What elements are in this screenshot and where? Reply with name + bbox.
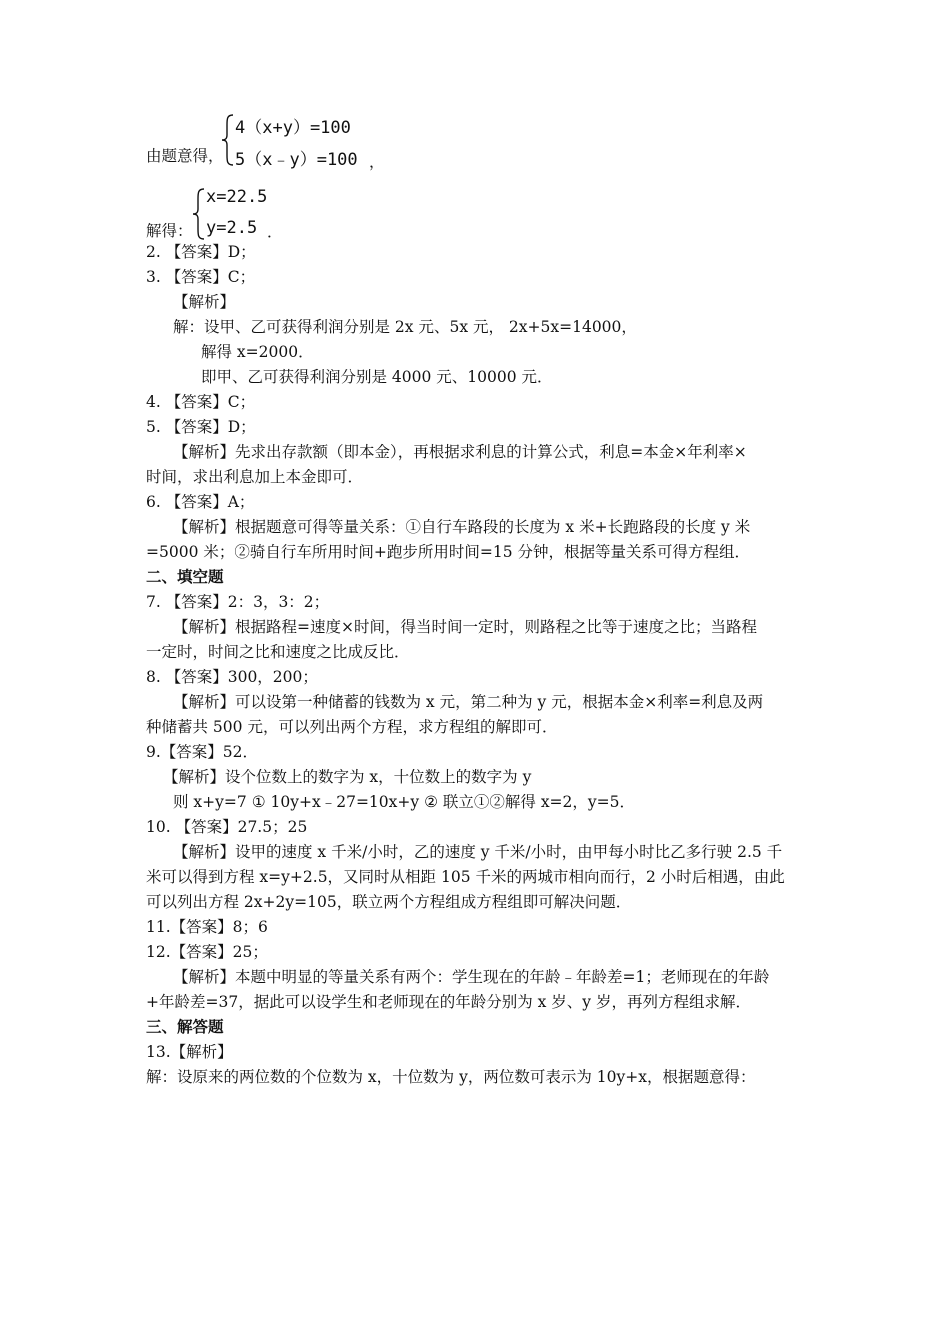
analysis-13-heading: 13.【解析】 — [146, 1043, 233, 1061]
answer-3: 3. 【答案】C； — [146, 268, 256, 286]
analysis-8-line-2: 种储蓄共 500 元，可以列出两个方程，求方程组的解即可． — [146, 718, 558, 736]
analysis-5-line-2: 时间，求出利息加上本金即可． — [146, 468, 364, 486]
answer-2: 2. 【答案】D； — [146, 243, 256, 261]
answer-7: 7. 【答案】2：3，3：2； — [146, 593, 330, 611]
analysis-3-heading: 【解析】 — [173, 293, 236, 311]
intro-label-2: 解得： — [146, 222, 193, 240]
analysis-10-line-2: 米可以得到方程 x=y+2.5，又同时从相距 105 千米的两城市相向而行，2 小时后相遇，由此 — [146, 868, 785, 886]
analysis-7-line-2: 一定时，时间之比和速度之比成反比． — [146, 643, 410, 661]
answer-6: 6. 【答案】A； — [146, 493, 255, 511]
analysis-3-line-2: 解得 x=2000． — [201, 343, 314, 361]
sys1-tail: ， — [369, 153, 385, 171]
section-fill-in-heading: 二、填空题 — [146, 567, 224, 586]
intro-label-1: 由题意得， — [146, 147, 224, 165]
answer-9: 9.【答案】52． — [146, 743, 259, 761]
equation-2b: y=2.5 — [206, 218, 258, 238]
equation-1a: 4（x+y）=100 — [235, 118, 351, 138]
answer-12: 12.【答案】25； — [146, 943, 268, 961]
equation-1b: 5（x﹣y）=100 — [235, 150, 358, 170]
left-brace-1 — [221, 113, 235, 171]
analysis-10-line-1: 【解析】设甲的速度 x 千米/小时，乙的速度 y 千米/小时，由甲每小时比乙多行驶 2.5 千 — [173, 843, 783, 861]
analysis-8-line-1: 【解析】可以设第一种储蓄的钱数为 x 元，第二种为 y 元，根据本金×利率=利息及两 — [173, 693, 764, 711]
analysis-9-line-2: 则 x+y=7 ① 10y+x﹣27=10x+y ② 联立①②解得 x=2，y=5． — [173, 793, 636, 811]
answer-4: 4. 【答案】C； — [146, 393, 256, 411]
answer-10: 10. 【答案】27.5；25 — [146, 818, 308, 836]
sys2-tail: ． — [267, 223, 283, 241]
answer-5: 5. 【答案】D； — [146, 418, 256, 436]
analysis-7-line-1: 【解析】根据路程=速度×时间，得当时间一定时，则路程之比等于速度之比；当路程 — [173, 618, 757, 636]
analysis-12-line-1: 【解析】本题中明显的等量关系有两个：学生现在的年龄﹣年龄差=1；老师现在的年龄 — [173, 968, 770, 986]
left-brace-2 — [192, 187, 206, 245]
analysis-6-line-1: 【解析】根据题意可得等量关系：①自行车路段的长度为 x 米+长跑路段的长度 y 米 — [173, 518, 751, 536]
analysis-9-line-1: 【解析】设个位数上的数字为 x，十位数上的数字为 y — [163, 768, 532, 786]
analysis-10-line-3: 可以列出方程 2x+2y=105，联立两个方程组成方程组即可解决问题． — [146, 893, 632, 911]
analysis-3-line-1: 解：设甲、乙可获得利润分别是 2x 元、5x 元， 2x+5x=14000， — [173, 318, 637, 336]
answer-8: 8. 【答案】300，200； — [146, 668, 318, 686]
equation-2a: x=22.5 — [206, 187, 268, 207]
analysis-6-line-2: =5000 米；②骑自行车所用时间+跑步所用时间=15 分钟，根据等量关系可得方程组． — [146, 543, 750, 561]
analysis-13-line-1: 解：设原来的两位数的个位数为 x，十位数为 y，两位数可表示为 10y+x，根据题意得： — [146, 1068, 756, 1086]
analysis-12-line-2: +年龄差=37，据此可以设学生和老师现在的年龄分别为 x 岁、y 岁，再列方程组求解． — [146, 993, 751, 1011]
analysis-5-line-1: 【解析】先求出存款额（即本金），再根据求利息的计算公式，利息=本金×年利率× — [173, 443, 747, 461]
analysis-3-line-3: 即甲、乙可获得利润分别是 4000 元、10000 元． — [201, 368, 553, 386]
answer-11: 11.【答案】8；6 — [146, 918, 268, 936]
section-solve-heading: 三、解答题 — [146, 1017, 224, 1036]
